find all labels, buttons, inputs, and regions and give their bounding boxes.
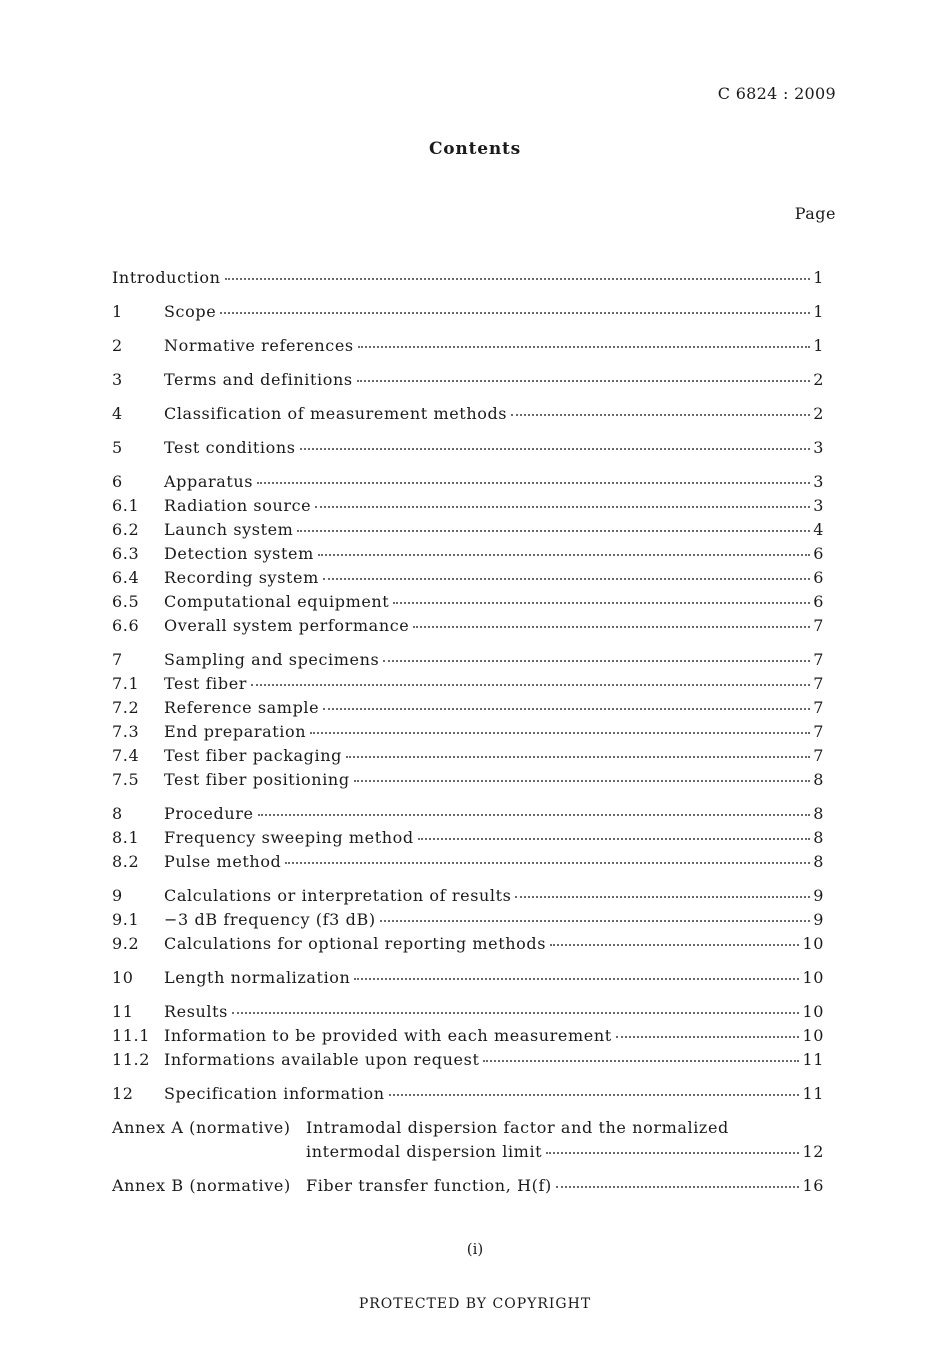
toc-entry-number: 6.6 <box>112 616 140 635</box>
toc-entry-number: 8.1 <box>112 828 140 847</box>
toc-entry[interactable] <box>112 850 824 874</box>
toc-entry-title: Calculations or interpretation of results <box>164 886 512 905</box>
dot-leader <box>323 708 810 710</box>
toc-introduction[interactable] <box>112 266 824 290</box>
toc-entry-title: Pulse method <box>164 852 282 871</box>
dot-leader <box>297 530 810 532</box>
toc-entry-page: 2 <box>813 404 824 423</box>
toc-entry[interactable] <box>112 884 824 908</box>
toc-entry-title: Terms and definitions <box>164 370 353 389</box>
dot-leader <box>285 862 810 864</box>
toc-entry[interactable] <box>112 696 824 720</box>
dot-leader <box>354 978 799 980</box>
dot-leader <box>556 1186 800 1188</box>
dot-leader <box>257 482 810 484</box>
toc-entry-page: 7 <box>813 674 824 693</box>
toc-entry[interactable] <box>112 614 824 638</box>
toc-entry-page: 3 <box>813 496 824 515</box>
toc-annex-b[interactable] <box>112 1174 824 1198</box>
dot-leader <box>389 1094 800 1096</box>
toc-entry-title: Test fiber packaging <box>164 746 342 765</box>
toc-entry[interactable] <box>112 494 824 518</box>
dot-leader <box>393 602 810 604</box>
toc-entry-page: 6 <box>813 544 824 563</box>
toc-entry-page: 10 <box>802 1002 824 1021</box>
toc-entry-page: 11 <box>802 1084 824 1103</box>
toc-annex-a[interactable] <box>112 1116 824 1164</box>
page-column-label: Page <box>794 204 836 223</box>
toc-entry[interactable] <box>112 802 824 826</box>
toc-entry-number: 8 <box>112 804 123 823</box>
toc-entry-page: 6 <box>813 592 824 611</box>
toc-entry-title: Specification information <box>164 1084 385 1103</box>
table-of-contents <box>112 266 824 1198</box>
toc-entry-number: 11 <box>112 1002 134 1021</box>
toc-entry-title: Detection system <box>164 544 314 563</box>
toc-entry-page: 11 <box>802 1050 824 1069</box>
toc-entry-title: Length normalization <box>164 968 351 987</box>
toc-entry-number: 3 <box>112 370 123 389</box>
dot-leader <box>354 780 811 782</box>
toc-entry[interactable] <box>112 402 824 426</box>
toc-entry-number: 7.5 <box>112 770 140 789</box>
toc-entry-title: Recording system <box>164 568 319 587</box>
toc-entry-title: Reference sample <box>164 698 320 717</box>
toc-entry-page: 9 <box>813 886 824 905</box>
toc-entry-number: 1 <box>112 302 123 321</box>
toc-entry-page: 10 <box>802 1026 824 1045</box>
dot-leader <box>483 1060 799 1062</box>
dot-leader <box>258 814 811 816</box>
toc-entry[interactable] <box>112 720 824 744</box>
toc-entry-page: 3 <box>813 438 824 457</box>
toc-entry-page: 9 <box>813 910 824 929</box>
toc-entries <box>112 300 824 1106</box>
dot-leader <box>418 838 811 840</box>
dot-leader <box>220 312 810 314</box>
toc-entry-number: 6.5 <box>112 592 140 611</box>
toc-entry-page: 1 <box>813 302 824 321</box>
toc-entry-number: 12 <box>112 1084 134 1103</box>
toc-entry-page: 1 <box>813 268 824 287</box>
toc-entry-page: 7 <box>813 746 824 765</box>
toc-entry-title: Test fiber <box>164 674 248 693</box>
toc-entry-title: Apparatus <box>164 472 254 491</box>
toc-entry[interactable] <box>112 300 824 324</box>
toc-entry[interactable] <box>112 1048 824 1072</box>
toc-entry-page: 8 <box>813 770 824 789</box>
toc-entry[interactable] <box>112 744 824 768</box>
toc-entry[interactable] <box>112 932 824 956</box>
toc-entry-number: 7.2 <box>112 698 140 717</box>
toc-entry-number: 11.1 <box>112 1026 151 1045</box>
toc-entry-title: Informations available upon request <box>164 1050 480 1069</box>
toc-entry-page: 10 <box>802 968 824 987</box>
toc-entry-page: 7 <box>813 698 824 717</box>
toc-entry-title: Calculations for optional reporting methods <box>164 934 547 953</box>
toc-entry-page: 2 <box>813 370 824 389</box>
dot-leader <box>346 756 810 758</box>
toc-entry[interactable] <box>112 1082 824 1106</box>
toc-entry-number: 6.2 <box>112 520 140 539</box>
annex-label: Annex A (normative) <box>112 1118 291 1137</box>
toc-entry-page: 7 <box>813 650 824 669</box>
toc-entry-title: Frequency sweeping method <box>164 828 414 847</box>
toc-entry[interactable] <box>112 368 824 392</box>
toc-entry-number: 5 <box>112 438 123 457</box>
dot-leader <box>300 448 811 450</box>
toc-entry-page: 4 <box>813 520 824 539</box>
page-title: Contents <box>428 139 522 159</box>
dot-leader <box>357 380 811 382</box>
toc-entry-title: End preparation <box>164 722 307 741</box>
toc-entry-number: 10 <box>112 968 134 987</box>
toc-entry[interactable] <box>112 768 824 792</box>
toc-entry-page: 12 <box>802 1142 824 1161</box>
toc-entry-number: 8.2 <box>112 852 140 871</box>
dot-leader <box>546 1152 799 1154</box>
toc-entry-number: 9.2 <box>112 934 140 953</box>
toc-entry[interactable] <box>112 966 824 990</box>
toc-entry-number: 4 <box>112 404 123 423</box>
dot-leader <box>323 578 810 580</box>
toc-entry-title: Test conditions <box>164 438 296 457</box>
dot-leader <box>511 414 810 416</box>
annex-title: Fiber transfer function, H(f) <box>306 1176 552 1195</box>
toc-entry[interactable] <box>112 1024 824 1048</box>
toc-entry-page: 8 <box>813 804 824 823</box>
dot-leader <box>616 1036 800 1038</box>
dot-leader <box>515 896 810 898</box>
toc-entry[interactable] <box>112 672 824 696</box>
toc-entry-number: 7.4 <box>112 746 140 765</box>
toc-entry-page: 7 <box>813 722 824 741</box>
toc-entry-page: 1 <box>813 336 824 355</box>
toc-entry[interactable] <box>112 826 824 850</box>
dot-leader <box>315 506 810 508</box>
toc-entry-title: −3 dB frequency (f3 dB) <box>164 910 376 929</box>
toc-entry-title: Sampling and specimens <box>164 650 380 669</box>
toc-entry[interactable] <box>112 590 824 614</box>
dot-leader <box>550 944 799 946</box>
dot-leader <box>358 346 811 348</box>
annex-title-line2: intermodal dispersion limit <box>306 1142 543 1161</box>
toc-entry-title: Normative references <box>164 336 354 355</box>
toc-entry-number: 7 <box>112 650 123 669</box>
toc-entry[interactable] <box>112 566 824 590</box>
annex-label: Annex B (normative) <box>112 1176 291 1195</box>
toc-entry-title: Results <box>164 1002 228 1021</box>
dot-leader <box>310 732 810 734</box>
dot-leader <box>232 1012 799 1014</box>
annex-title-line1: Intramodal dispersion factor and the normalized <box>306 1118 729 1137</box>
toc-entry-page: 16 <box>802 1176 824 1195</box>
toc-entry-page: 7 <box>813 616 824 635</box>
toc-entry[interactable] <box>112 518 824 542</box>
toc-entry[interactable] <box>112 470 824 494</box>
document-code: C 6824 : 2009 <box>717 84 836 103</box>
toc-entry-title: Radiation source <box>164 496 312 515</box>
toc-entry-title: Computational equipment <box>164 592 390 611</box>
toc-entry-page: 10 <box>802 934 824 953</box>
copyright-footer: PROTECTED BY COPYRIGHT <box>358 1296 592 1312</box>
dot-leader <box>225 278 811 280</box>
toc-entry-title: Classification of measurement methods <box>164 404 508 423</box>
toc-entry-page: 3 <box>813 472 824 491</box>
toc-entry-page: 8 <box>813 852 824 871</box>
toc-entry[interactable] <box>112 334 824 358</box>
toc-entry-page: 6 <box>813 568 824 587</box>
toc-entry-number: 6.3 <box>112 544 140 563</box>
toc-entry-title: Test fiber positioning <box>164 770 350 789</box>
toc-entry-title: Overall system performance <box>164 616 410 635</box>
toc-entry-number: 2 <box>112 336 123 355</box>
toc-entry-number: 7.3 <box>112 722 140 741</box>
toc-entry-number: 9 <box>112 886 123 905</box>
toc-entry-number: 9.1 <box>112 910 140 929</box>
dot-leader <box>383 660 810 662</box>
toc-entry-title: Procedure <box>164 804 254 823</box>
toc-entry-number: 6.1 <box>112 496 140 515</box>
toc-entry-page: 8 <box>813 828 824 847</box>
toc-entry-title: Introduction <box>112 268 221 287</box>
toc-entry-number: 6 <box>112 472 123 491</box>
dot-leader <box>251 684 810 686</box>
toc-entry-number: 11.2 <box>112 1050 151 1069</box>
toc-entry[interactable] <box>112 542 824 566</box>
dot-leader <box>318 554 810 556</box>
page-number: (i) <box>466 1240 484 1258</box>
toc-entry-title: Scope <box>164 302 217 321</box>
toc-entry[interactable] <box>112 908 824 932</box>
toc-entry[interactable] <box>112 436 824 460</box>
toc-entry-number: 6.4 <box>112 568 140 587</box>
toc-entry-number: 7.1 <box>112 674 140 693</box>
toc-entry[interactable] <box>112 648 824 672</box>
dot-leader <box>413 626 810 628</box>
toc-entry-title: Launch system <box>164 520 294 539</box>
dot-leader <box>380 920 811 922</box>
toc-entry-title: Information to be provided with each measurement <box>164 1026 612 1045</box>
toc-entry[interactable] <box>112 1000 824 1024</box>
